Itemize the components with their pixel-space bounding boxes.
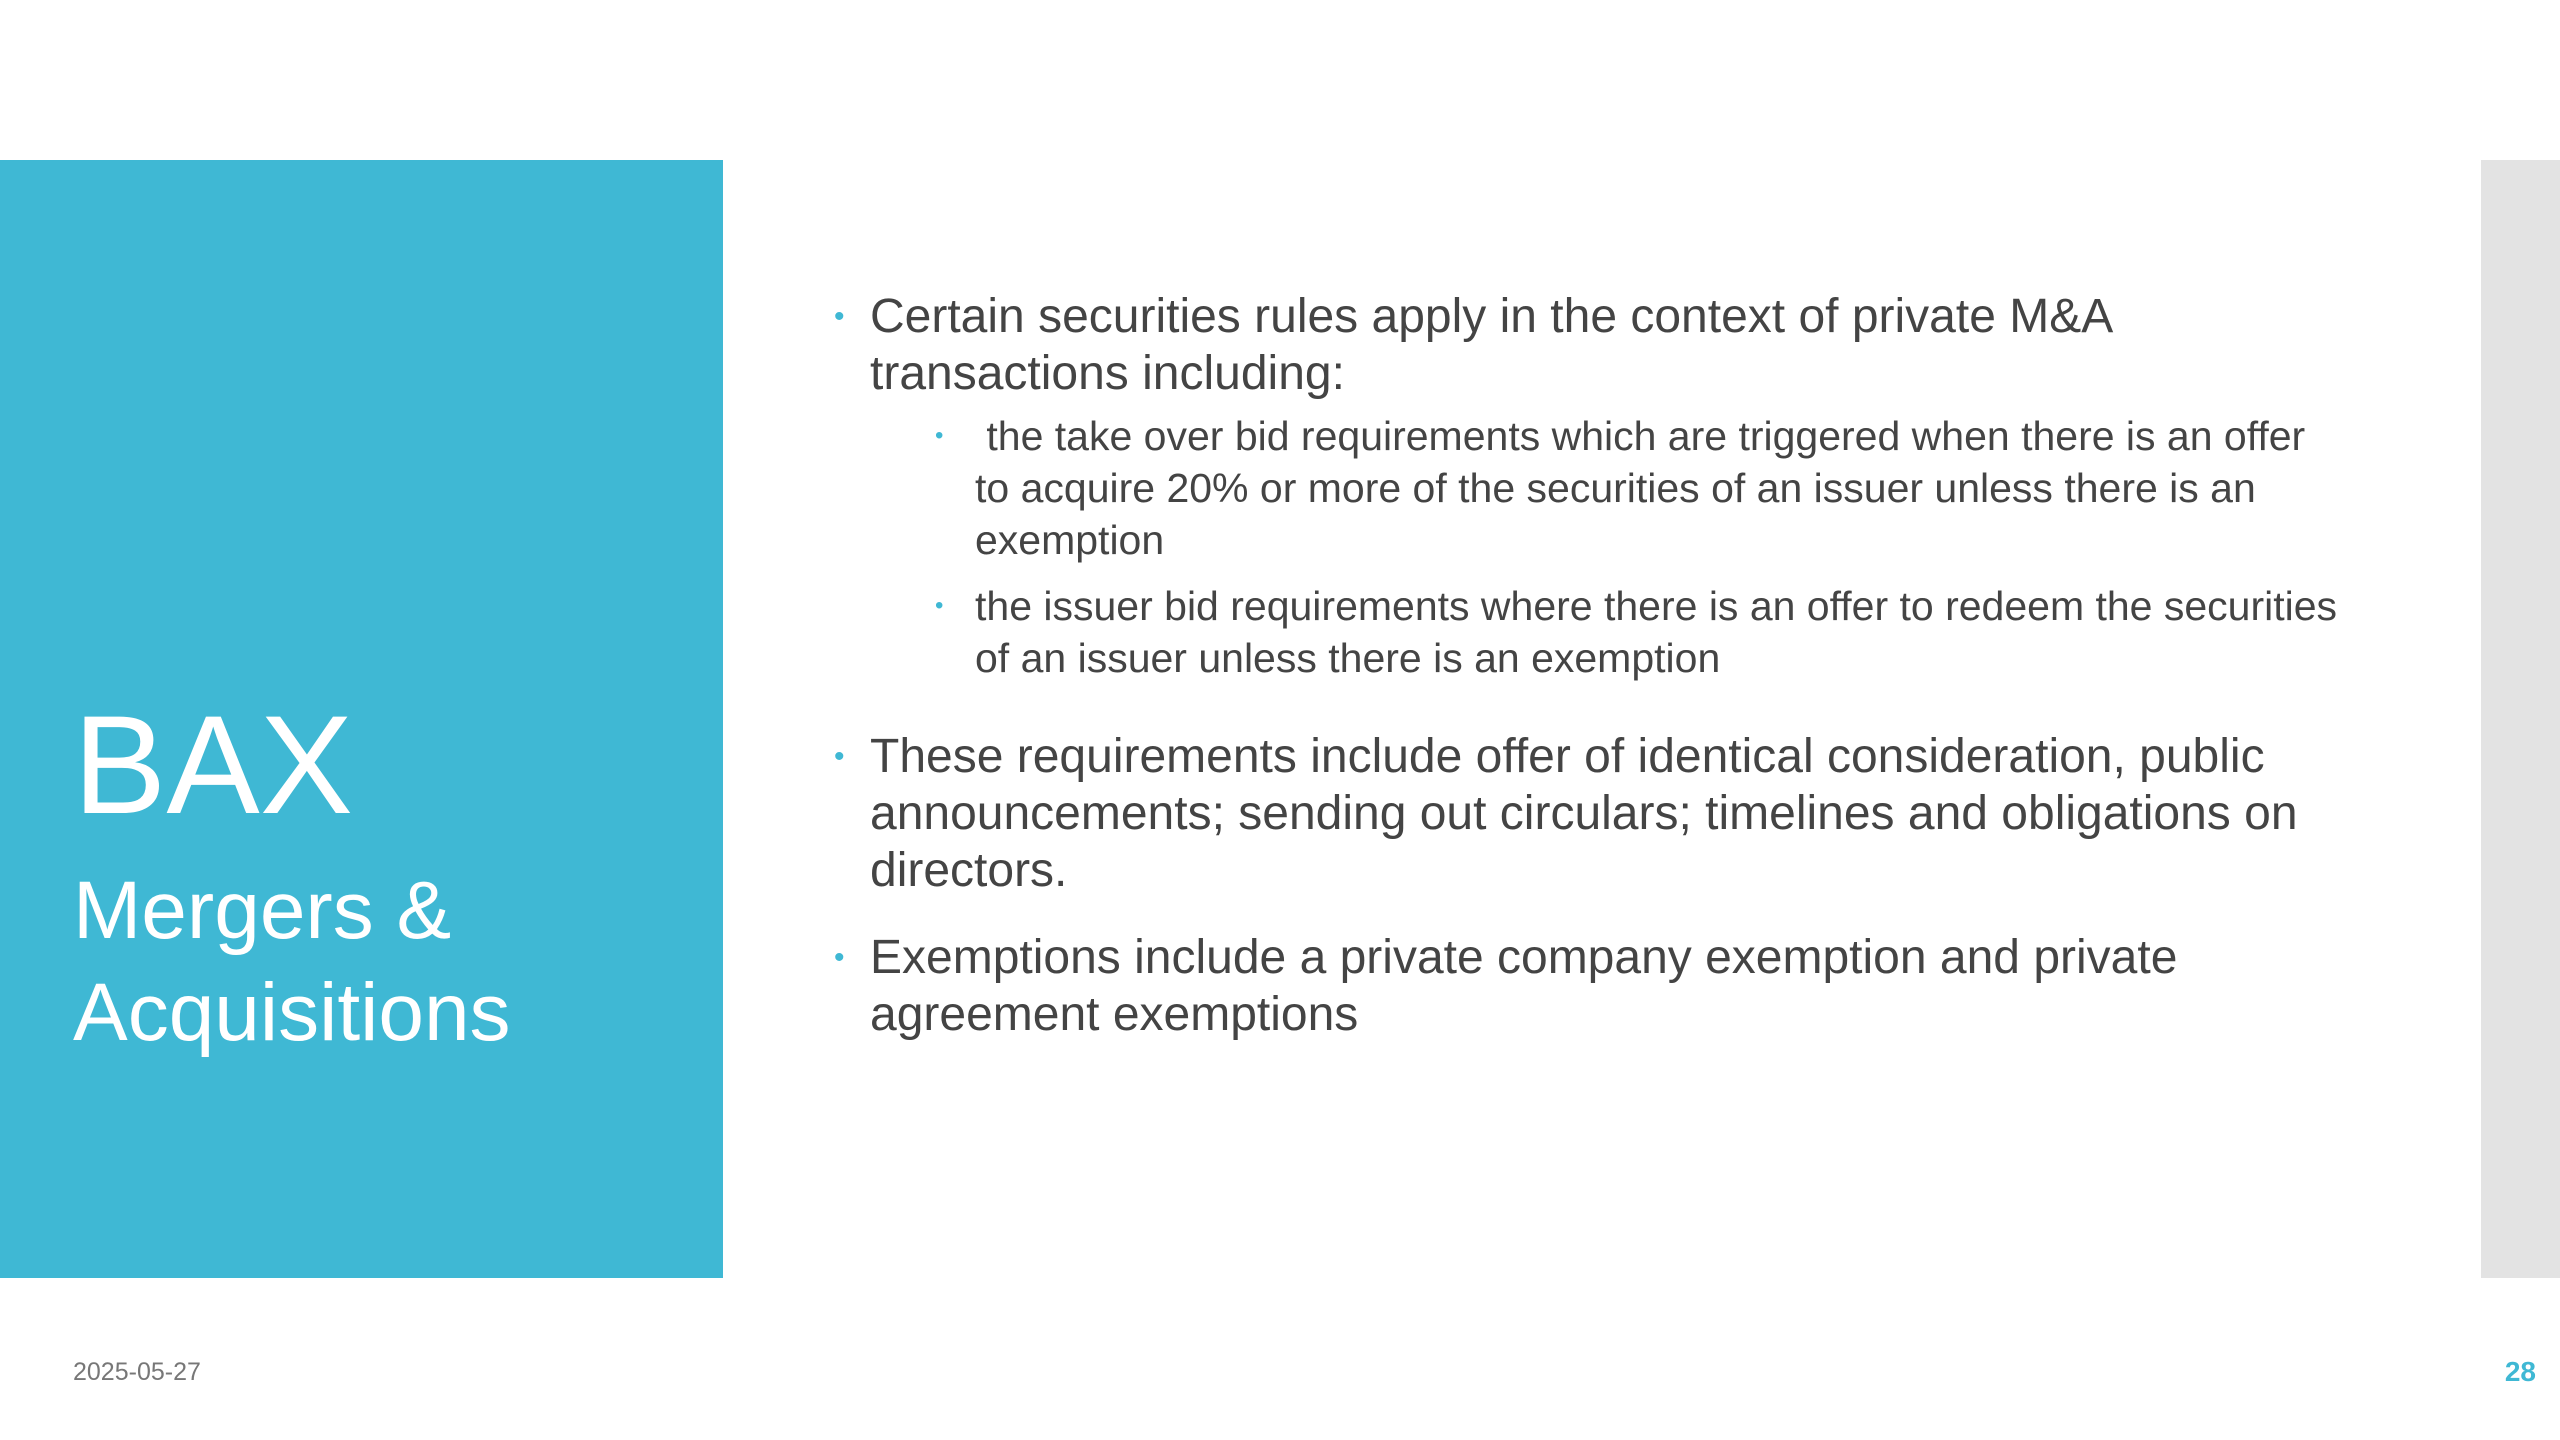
right-decorative-bar [2481, 160, 2560, 1278]
sub-bullet-item [933, 410, 2338, 566]
bullet-text: Certain securities rules apply in the context of private M&A transactions including: [870, 290, 2111, 400]
bullet-text: Exemptions include a private company exemption and private agreement exemptions [870, 931, 2178, 1041]
page-number: 28 [2504, 1356, 2536, 1387]
bullet-item [828, 728, 2338, 899]
slide-subtitle: Mergers & Acquisitions [73, 865, 511, 1058]
sub-bullet-list [933, 410, 2338, 684]
slide-title: BAX [73, 686, 354, 843]
bullet-dot-icon: • [834, 941, 845, 974]
title-panel [0, 160, 723, 1278]
bullet-dot-icon: • [935, 422, 944, 449]
bullet-text: These requirements include offer of identical consideration, public announcements; sending out circulars; timelines and obligations on directors. [870, 730, 2298, 897]
bullet-item [828, 929, 2338, 1043]
footer-date: 2025-05-27 [73, 1358, 201, 1386]
sub-bullet-text: the take over bid requirements which are triggered when there is an offer to acquire 20% or more of the securities of an issuer unless there is an exemption [975, 413, 2317, 563]
slide-content [828, 288, 2338, 1043]
bullet-item [828, 288, 2338, 402]
sub-bullet-item [933, 580, 2338, 684]
bullet-dot-icon: • [834, 300, 845, 333]
bullet-dot-icon: • [834, 740, 845, 773]
bullet-dot-icon: • [935, 592, 944, 619]
sub-bullet-text: the issuer bid requirements where there is an offer to redeem the securities of an issuer unless there is an exemption [975, 583, 2338, 681]
